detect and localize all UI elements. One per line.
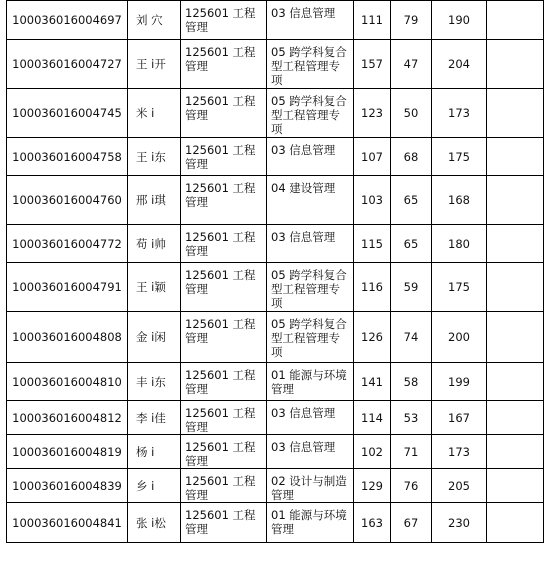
note-cell bbox=[487, 469, 544, 503]
table-row bbox=[7, 312, 544, 363]
direction-cell: 03 信息管理 bbox=[267, 1, 354, 40]
direction-cell: 03 信息管理 bbox=[267, 225, 354, 263]
candidate-id-cell: 100036016004745 bbox=[7, 89, 128, 138]
direction-cell: 01 能源与环境管理 bbox=[267, 363, 354, 401]
candidate-id-cell: 100036016004697 bbox=[7, 1, 128, 40]
candidate-id-cell: 100036016004772 bbox=[7, 225, 128, 263]
candidate-name-cell: 邢 ⅰ琪 bbox=[128, 176, 181, 225]
major-cell: 125601 工程管理 bbox=[181, 469, 267, 503]
major-cell: 125601 工程管理 bbox=[181, 40, 267, 89]
table-row bbox=[7, 401, 544, 435]
candidate-id-cell: 100036016004791 bbox=[7, 263, 128, 312]
candidate-id-cell: 100036016004819 bbox=[7, 435, 128, 469]
score-2-cell: 50 bbox=[391, 89, 432, 138]
note-cell bbox=[487, 401, 544, 435]
score-2-cell: 71 bbox=[391, 435, 432, 469]
candidate-name-cell: 丰 ⅰ东 bbox=[128, 363, 181, 401]
score-1-cell: 123 bbox=[354, 89, 391, 138]
score-2-cell: 59 bbox=[391, 263, 432, 312]
note-cell bbox=[487, 225, 544, 263]
table-row bbox=[7, 263, 544, 312]
score-2-cell: 58 bbox=[391, 363, 432, 401]
direction-cell: 02 设计与制造管理 bbox=[267, 469, 354, 503]
table-row bbox=[7, 363, 544, 401]
candidate-name-cell: 王 ⅰ开 bbox=[128, 40, 181, 89]
table-row bbox=[7, 40, 544, 89]
candidate-name-cell: 刘 穴 bbox=[128, 1, 181, 40]
note-cell bbox=[487, 138, 544, 176]
major-cell: 125601 工程管理 bbox=[181, 401, 267, 435]
major-cell: 125601 工程管理 bbox=[181, 225, 267, 263]
total-score-cell: 200 bbox=[432, 312, 487, 363]
score-1-cell: 102 bbox=[354, 435, 391, 469]
direction-cell: 05 跨学科复合型工程管理专项 bbox=[267, 312, 354, 363]
note-cell bbox=[487, 363, 544, 401]
table-row bbox=[7, 176, 544, 225]
candidate-name-cell: 张 ⅰ松 bbox=[128, 503, 181, 543]
candidate-id-cell: 100036016004758 bbox=[7, 138, 128, 176]
total-score-cell: 204 bbox=[432, 40, 487, 89]
score-1-cell: 114 bbox=[354, 401, 391, 435]
score-1-cell: 163 bbox=[354, 503, 391, 543]
note-cell bbox=[487, 503, 544, 543]
table-row bbox=[7, 1, 544, 40]
note-cell bbox=[487, 40, 544, 89]
total-score-cell: 190 bbox=[432, 1, 487, 40]
table-row bbox=[7, 503, 544, 543]
score-2-cell: 65 bbox=[391, 225, 432, 263]
score-2-cell: 68 bbox=[391, 138, 432, 176]
table-row bbox=[7, 435, 544, 469]
score-2-cell: 65 bbox=[391, 176, 432, 225]
direction-cell: 01 能源与环境管理 bbox=[267, 503, 354, 543]
total-score-cell: 175 bbox=[432, 263, 487, 312]
major-cell: 125601 工程管理 bbox=[181, 176, 267, 225]
candidate-id-cell: 100036016004839 bbox=[7, 469, 128, 503]
candidate-id-cell: 100036016004808 bbox=[7, 312, 128, 363]
note-cell bbox=[487, 176, 544, 225]
score-2-cell: 67 bbox=[391, 503, 432, 543]
note-cell bbox=[487, 1, 544, 40]
major-cell: 125601 工程管理 bbox=[181, 435, 267, 469]
score-1-cell: 111 bbox=[354, 1, 391, 40]
candidate-id-cell: 100036016004812 bbox=[7, 401, 128, 435]
score-1-cell: 141 bbox=[354, 363, 391, 401]
total-score-cell: 173 bbox=[432, 89, 487, 138]
total-score-cell: 180 bbox=[432, 225, 487, 263]
note-cell bbox=[487, 312, 544, 363]
candidate-name-cell: 王 ⅰ颖 bbox=[128, 263, 181, 312]
total-score-cell: 199 bbox=[432, 363, 487, 401]
candidate-name-cell: 米 ⅰ bbox=[128, 89, 181, 138]
candidate-name-cell: 王 ⅰ东 bbox=[128, 138, 181, 176]
major-cell: 125601 工程管理 bbox=[181, 263, 267, 312]
note-cell bbox=[487, 263, 544, 312]
candidate-name-cell: 杨 ⅰ bbox=[128, 435, 181, 469]
candidate-name-cell: 李 ⅰ佳 bbox=[128, 401, 181, 435]
major-cell: 125601 工程管理 bbox=[181, 503, 267, 543]
table-row bbox=[7, 469, 544, 503]
score-1-cell: 103 bbox=[354, 176, 391, 225]
score-2-cell: 74 bbox=[391, 312, 432, 363]
major-cell: 125601 工程管理 bbox=[181, 138, 267, 176]
direction-cell: 05 跨学科复合型工程管理专项 bbox=[267, 263, 354, 312]
total-score-cell: 167 bbox=[432, 401, 487, 435]
candidate-id-cell: 100036016004760 bbox=[7, 176, 128, 225]
candidate-name-cell: 金 ⅰ闲 bbox=[128, 312, 181, 363]
major-cell: 125601 工程管理 bbox=[181, 312, 267, 363]
total-score-cell: 230 bbox=[432, 503, 487, 543]
total-score-cell: 173 bbox=[432, 435, 487, 469]
candidate-id-cell: 100036016004841 bbox=[7, 503, 128, 543]
note-cell bbox=[487, 89, 544, 138]
major-cell: 125601 工程管理 bbox=[181, 1, 267, 40]
score-table bbox=[6, 0, 544, 543]
score-1-cell: 115 bbox=[354, 225, 391, 263]
direction-cell: 05 跨学科复合型工程管理专项 bbox=[267, 89, 354, 138]
score-1-cell: 116 bbox=[354, 263, 391, 312]
score-2-cell: 76 bbox=[391, 469, 432, 503]
candidate-name-cell: 乡 ⅰ bbox=[128, 469, 181, 503]
direction-cell: 05 跨学科复合型工程管理专项 bbox=[267, 40, 354, 89]
major-cell: 125601 工程管理 bbox=[181, 89, 267, 138]
score-2-cell: 53 bbox=[391, 401, 432, 435]
table-row bbox=[7, 138, 544, 176]
score-1-cell: 107 bbox=[354, 138, 391, 176]
score-1-cell: 157 bbox=[354, 40, 391, 89]
direction-cell: 03 信息管理 bbox=[267, 138, 354, 176]
table-row bbox=[7, 225, 544, 263]
table-row bbox=[7, 89, 544, 138]
score-2-cell: 79 bbox=[391, 1, 432, 40]
direction-cell: 03 信息管理 bbox=[267, 401, 354, 435]
direction-cell: 04 建设管理 bbox=[267, 176, 354, 225]
major-cell: 125601 工程管理 bbox=[181, 363, 267, 401]
score-1-cell: 126 bbox=[354, 312, 391, 363]
total-score-cell: 175 bbox=[432, 138, 487, 176]
candidate-id-cell: 100036016004810 bbox=[7, 363, 128, 401]
total-score-cell: 168 bbox=[432, 176, 487, 225]
direction-cell: 03 信息管理 bbox=[267, 435, 354, 469]
score-1-cell: 129 bbox=[354, 469, 391, 503]
candidate-id-cell: 100036016004727 bbox=[7, 40, 128, 89]
total-score-cell: 205 bbox=[432, 469, 487, 503]
note-cell bbox=[487, 435, 544, 469]
candidate-name-cell: 苟 ⅰ帅 bbox=[128, 225, 181, 263]
score-2-cell: 47 bbox=[391, 40, 432, 89]
